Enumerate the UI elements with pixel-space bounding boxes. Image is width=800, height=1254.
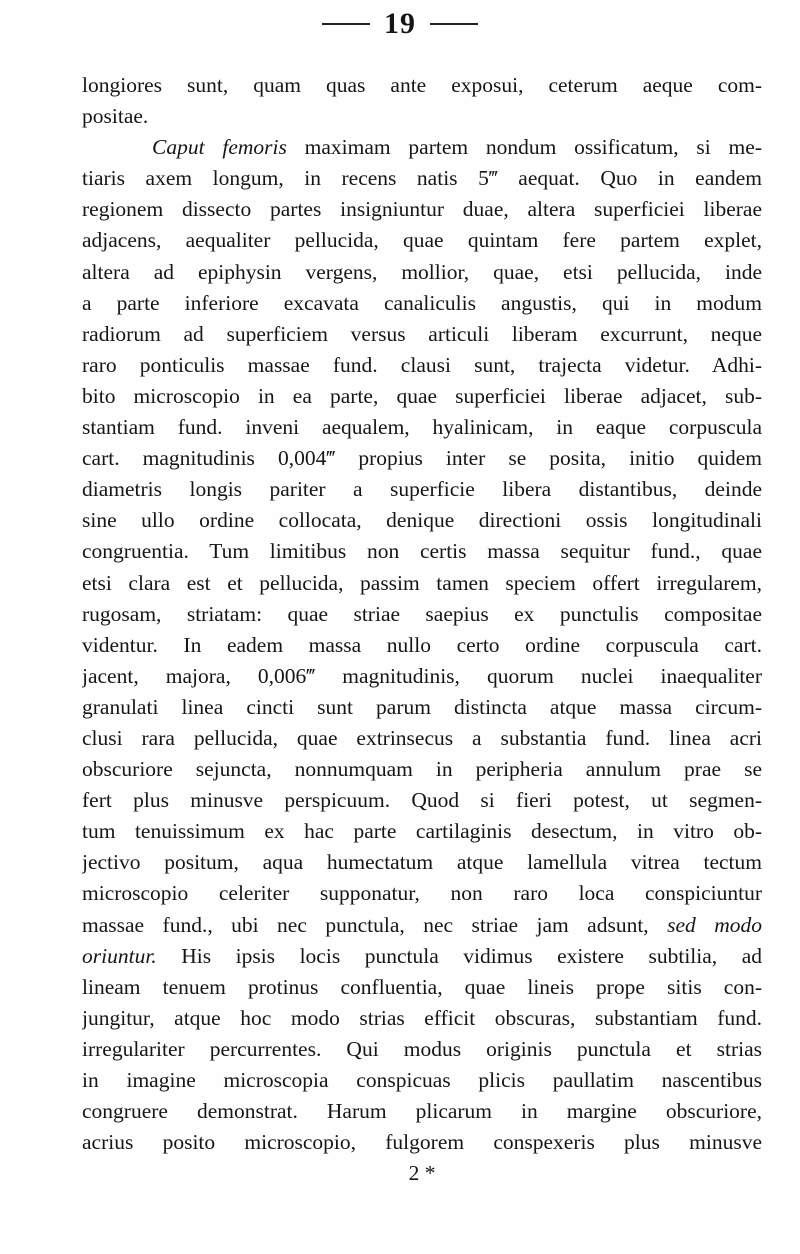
text-line: obscuriore sejuncta, nonnumquam in peripheria annulum prae se bbox=[82, 757, 762, 782]
italic-phrase: oriuntur. bbox=[82, 943, 157, 968]
text-line: jungitur, atque hoc modo strias efficit obscuras, substantiam fund. bbox=[82, 1005, 762, 1030]
text-line: jacent, majora, 0,006‴ magnitudinis, quorum nuclei inaequaliter bbox=[82, 663, 762, 688]
text-line: tiaris axem longum, in recens natis 5‴ aequat. Quo in eandem bbox=[82, 166, 762, 191]
text-line: cart. magnitudinis 0,004‴ propius inter se posita, initio quidem bbox=[82, 446, 762, 471]
header-rule-right bbox=[430, 23, 478, 25]
text-line: diametris longis pariter a superficie libera distantibus, deinde bbox=[82, 477, 762, 502]
text-line: congruentia. Tum limitibus non certis massa sequitur fund., quae bbox=[82, 539, 762, 564]
text-line: microscopio celeriter supponatur, non raro loca conspiciuntur bbox=[82, 881, 762, 906]
text-line: jectivo positum, aqua humectatum atque lamellula vitrea tectum bbox=[82, 850, 762, 875]
text-line: fert plus minusve perspicuum. Quod si fieri potest, ut segmen- bbox=[82, 788, 762, 813]
text-line: longiores sunt, quam quas ante exposui, ceterum aeque com- bbox=[82, 73, 762, 97]
text-line: adjacens, aequaliter pellucida, quae quintam fere partem explet, bbox=[82, 228, 762, 253]
text-line: lineam tenuem protinus confluentia, quae lineis prope sitis con- bbox=[82, 974, 762, 999]
text-line: granulati linea cincti sunt parum distincta atque massa circum- bbox=[82, 694, 762, 719]
text-line-start: massae fund., ubi nec punctula, nec striae jam adsunt, bbox=[82, 912, 668, 937]
text-line-rest: maximam partem nondum ossificatum, si me- bbox=[286, 135, 762, 160]
text-line: radiorum ad superficiem versus articuli liberam excurrunt, neque bbox=[82, 321, 762, 346]
page-header bbox=[0, 6, 800, 42]
text-line: sine ullo ordine collocata, denique directioni ossis longitudinali bbox=[82, 508, 762, 533]
text-line: regionem dissecto partes insigniuntur duae, altera superficiei liberae bbox=[82, 197, 762, 222]
text-line: a parte inferiore excavata canaliculis angustis, qui in modum bbox=[82, 290, 762, 315]
text-line: stantiam fund. inveni aequalem, hyalinicam, in eaque corpuscula bbox=[82, 415, 762, 440]
text-line: acrius posito microscopio, fulgorem conspexeris plus minusve bbox=[82, 1130, 762, 1155]
text-line: clusi rara pellucida, quae extrinsecus a substantia fund. linea acri bbox=[82, 725, 762, 750]
text-line: raro ponticulis massae fund. clausi sunt, trajecta videtur. Adhi- bbox=[82, 352, 762, 377]
text-line: irregulariter percurrentes. Qui modus originis punctula et strias bbox=[82, 1036, 762, 1061]
text-line: altera ad epiphysin vergens, mollior, quae, etsi pellucida, inde bbox=[82, 259, 762, 284]
text-line: bito microscopio in ea parte, quae superficiei liberae adjacet, sub- bbox=[82, 383, 762, 408]
text-line bbox=[82, 941, 762, 972]
italic-phrase: Caput femoris bbox=[152, 135, 287, 160]
signature-mark: 2 * bbox=[408, 1161, 436, 1186]
body-text bbox=[82, 70, 762, 1189]
header-rule-left bbox=[322, 23, 370, 25]
text-line bbox=[82, 132, 762, 163]
text-line: videntur. In eadem massa nullo certo ordine corpuscula cart. bbox=[82, 632, 762, 657]
text-line: rugosam, striatam: quae striae saepius ex punctulis compositae bbox=[82, 601, 762, 626]
text-line: tum tenuissimum ex hac parte cartilaginis desectum, in vitro ob- bbox=[82, 819, 762, 844]
text-line: congruere demonstrat. Harum plicarum in margine obscuriore, bbox=[82, 1099, 762, 1124]
text-line: etsi clara est et pellucida, passim tamen speciem offert irregularem, bbox=[82, 570, 762, 595]
page-number: 19 bbox=[384, 7, 416, 40]
text-line: in imagine microscopia conspicuas plicis paullatim nascentibus bbox=[82, 1068, 762, 1092]
italic-phrase: sed modo bbox=[667, 912, 762, 937]
text-line: positae. bbox=[82, 104, 149, 129]
text-line-rest: His ipsis locis punctula vidimus existere subtilia, ad bbox=[156, 943, 762, 968]
text-line bbox=[82, 910, 762, 941]
